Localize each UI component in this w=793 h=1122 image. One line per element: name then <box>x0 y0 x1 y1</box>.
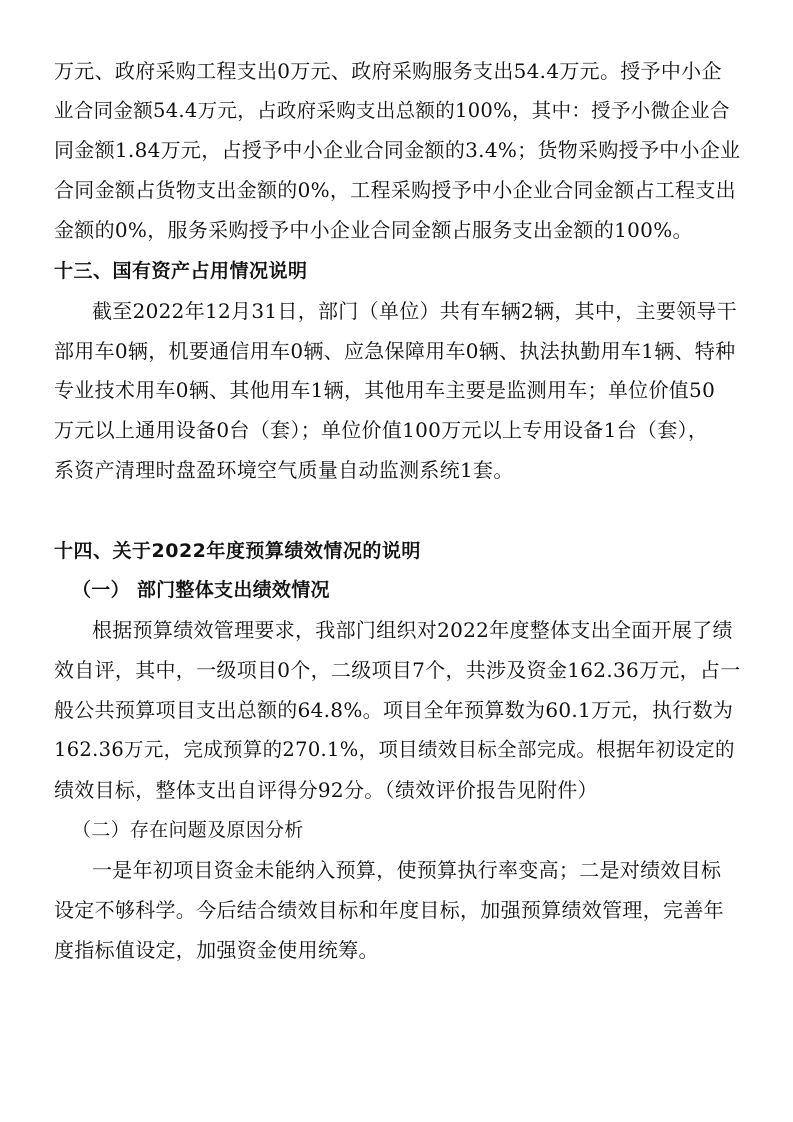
paragraph-line: 绩效目标，整体支出自评得分92分。（绩效评价报告见附件） <box>54 778 598 802</box>
paragraph-line: 效自评，其中，一级项目0个，二级项目7个，共涉及资金162.36万元，占一 <box>54 658 741 682</box>
paragraph-line: 专业技术用车0辆、其他用车1辆，其他用车主要是监测用车；单位价值50 <box>54 378 716 402</box>
paragraph-line: 合同金额占货物支出金额的0%，工程采购授予中小企业合同金额占工程支出 <box>54 178 736 202</box>
section-heading-13: 十三、国有资产占用情况说明 <box>54 260 308 282</box>
paragraph-line: 根据预算绩效管理要求，我部门组织对2022年度整体支出全面开展了绩 <box>92 618 733 642</box>
paragraph-line: 设定不够科学。今后结合绩效目标和年度目标，加强预算绩效管理，完善年 <box>54 898 724 922</box>
paragraph-line: 度指标值设定，加强资金使用统筹。 <box>54 938 379 962</box>
section-heading-14: 十四、关于2022年度预算绩效情况的说明 <box>54 540 421 562</box>
paragraph-line: 万元、政府采购工程支出0万元、政府采购服务支出54.4万元。授予中小企 <box>54 59 722 83</box>
paragraph-line: 系资产清理时盘盈环境空气质量自动监测系统1套。 <box>54 458 514 482</box>
paragraph-line: 金额的0%，服务采购授予中小企业合同金额占服务支出金额的100%。 <box>54 218 693 242</box>
paragraph-line: 般公共预算项目支出总额的64.8%。项目全年预算数为60.1万元，执行数为 <box>54 698 734 722</box>
subsection-heading-2: （二）存在问题及原因分析 <box>72 819 304 841</box>
paragraph-line: 截至2022年12月31日，部门（单位）共有车辆2辆，其中，主要领导干 <box>92 299 738 323</box>
paragraph-line: 万元以上通用设备0台（套）；单位价值100万元以上专用设备1台（套）， <box>54 418 709 442</box>
paragraph-line: 162.36万元，完成预算的270.1%，项目绩效目标全部完成。根据年初设定的 <box>54 738 735 761</box>
paragraph-line: 一是年初项目资金未能纳入预算，使预算执行率变高；二是对绩效目标 <box>92 858 722 882</box>
subsection-heading-1: （一） 部门整体支出绩效情况 <box>72 579 330 601</box>
paragraph-line: 同金额1.84万元，占授予中小企业合同金额的3.4%；货物采购授予中小企业 <box>54 138 741 162</box>
paragraph-line: 业合同金额54.4万元，占政府采购支出总额的100%，其中：授予小微企业合 <box>54 99 730 122</box>
paragraph-line: 部用车0辆，机要通信用车0辆、应急保障用车0辆、执法执勤用车1辆、特种 <box>54 339 736 363</box>
